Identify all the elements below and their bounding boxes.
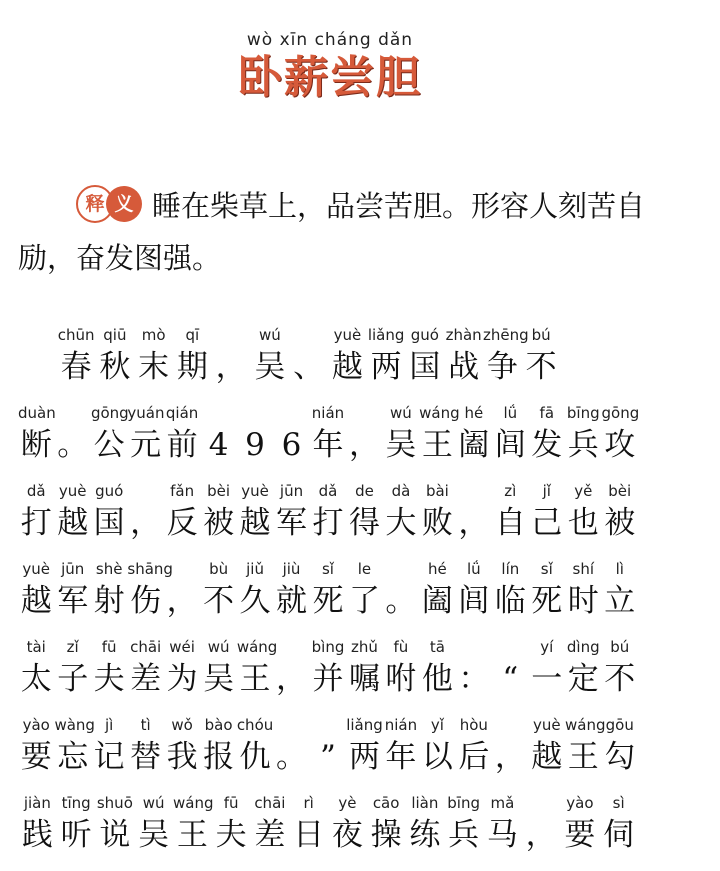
hanzi-char: 王 — [421, 427, 453, 463]
hanzi-char: 被 — [203, 505, 235, 541]
hanzi-char: 不 — [203, 583, 235, 619]
hanzi-char: 断 — [20, 427, 52, 463]
hanzi-row — [18, 501, 638, 545]
pinyin-row — [18, 481, 638, 501]
pinyin-syllable: lǘ — [467, 560, 481, 578]
hanzi-char: 4 — [208, 427, 229, 463]
pinyin-syllable: bīng — [447, 794, 480, 812]
hanzi-char: 定 — [567, 661, 599, 697]
pinyin-syllable: fǎn — [170, 482, 195, 500]
hanzi-char: 阖 — [458, 427, 490, 463]
hanzi-char: 并 — [312, 661, 344, 697]
pinyin-syllable: bèi — [608, 482, 632, 500]
pinyin-syllable: hé — [464, 404, 484, 422]
pinyin-syllable: jūn — [61, 560, 85, 578]
hanzi-row — [18, 345, 638, 389]
hanzi-char: 后 — [458, 739, 490, 775]
pinyin-syllable — [200, 403, 236, 423]
hanzi-char: 败 — [421, 505, 453, 541]
hanzi-char: 他 — [421, 661, 453, 697]
pinyin-syllable: fū — [101, 638, 117, 656]
pinyin-syllable — [212, 325, 251, 345]
badge-shi-icon: 释 — [76, 185, 114, 223]
pinyin-syllable — [273, 715, 309, 735]
pinyin-syllable: bèi — [207, 482, 231, 500]
pinyin-syllable: shè — [95, 560, 123, 578]
hanzi-char: 末 — [138, 349, 170, 385]
pinyin-row — [18, 637, 638, 657]
pinyin-syllable: bài — [425, 482, 449, 500]
pinyin-syllable: le — [357, 560, 372, 578]
hanzi-char: 也 — [567, 505, 599, 541]
hanzi-char: 死 — [531, 583, 563, 619]
pinyin-syllable: bìng — [311, 638, 345, 656]
pinyin-syllable: zǐ — [66, 638, 79, 656]
hanzi-char: 打 — [312, 505, 344, 541]
hanzi-char: 仇 — [239, 739, 271, 775]
pinyin-syllable: fā — [539, 404, 555, 422]
pinyin-syllable — [522, 793, 561, 813]
hanzi-char: “ — [502, 661, 519, 697]
hanzi-char: 了 — [348, 583, 380, 619]
hanzi-char: 夫 — [93, 661, 125, 697]
hanzi-char: 。 — [385, 583, 417, 619]
hanzi-char: 立 — [604, 583, 636, 619]
hanzi-char: 闾 — [458, 583, 490, 619]
hanzi-char: 前 — [166, 427, 198, 463]
hanzi-char: 。 — [276, 739, 308, 775]
pinyin-syllable: jì — [105, 716, 114, 734]
hanzi-char: 越 — [239, 505, 271, 541]
story-line — [18, 559, 638, 637]
pinyin-syllable: yě — [574, 482, 593, 500]
hanzi-char: ， — [276, 661, 308, 697]
hanzi-row — [18, 657, 638, 701]
pinyin-syllable: mò — [141, 326, 166, 344]
hanzi-char: 说 — [99, 817, 131, 853]
pinyin-syllable: wú — [258, 326, 281, 344]
pinyin-syllable: lín — [501, 560, 520, 578]
pinyin-syllable: chāi — [254, 794, 286, 812]
pinyin-syllable: bīng — [566, 404, 600, 422]
pinyin-syllable: bù — [209, 560, 229, 578]
pinyin-syllable — [492, 637, 528, 657]
pinyin-syllable: qiū — [103, 326, 127, 344]
definition-paragraph — [18, 180, 658, 284]
hanzi-char: 练 — [409, 817, 441, 853]
hanzi-char: 不 — [525, 349, 557, 385]
pinyin-syllable: wáng — [236, 638, 278, 656]
hanzi-char: 6 — [281, 427, 302, 463]
pinyin-syllable: wú — [142, 794, 165, 812]
hanzi-char: 军 — [276, 505, 308, 541]
pinyin-syllable: rì — [303, 794, 314, 812]
pinyin-syllable: tā — [429, 638, 445, 656]
pinyin-syllable: yào — [566, 794, 594, 812]
pinyin-syllable: dǎ — [26, 482, 46, 500]
pinyin-syllable: yǐ — [430, 716, 444, 734]
pinyin-syllable: zì — [504, 482, 517, 500]
pinyin-syllable: wú — [390, 404, 412, 422]
story-text — [18, 325, 638, 871]
pinyin-syllable: jiǔ — [246, 560, 264, 578]
pinyin-syllable: jǐ — [542, 482, 551, 500]
hanzi-char: 越 — [531, 739, 563, 775]
pinyin-syllable: mǎ — [490, 794, 515, 812]
hanzi-char: 要 — [20, 739, 52, 775]
hanzi-char: 春 — [60, 349, 92, 385]
hanzi-char: 年 — [312, 427, 344, 463]
hanzi-row — [18, 813, 638, 857]
hanzi-char: 两 — [370, 349, 402, 385]
hanzi-char: 射 — [93, 583, 125, 619]
hanzi-char: 王 — [176, 817, 208, 853]
pinyin-syllable: wáng — [565, 716, 606, 734]
pinyin-syllable — [273, 637, 309, 657]
pinyin-syllable: tì — [140, 716, 151, 734]
hanzi-char: 己 — [531, 505, 563, 541]
pinyin-syllable — [164, 559, 200, 579]
hanzi-char — [18, 345, 57, 389]
hanzi-char: 攻 — [604, 427, 636, 463]
pinyin-syllable: yuè — [532, 716, 561, 734]
pinyin-syllable: dà — [391, 482, 411, 500]
hanzi-char: 国 — [409, 349, 441, 385]
pinyin-syllable: yuè — [58, 482, 87, 500]
pinyin-syllable — [273, 403, 309, 423]
pinyin-row — [18, 793, 638, 813]
hanzi-char: 太 — [20, 661, 52, 697]
hanzi-char: 大 — [385, 505, 417, 541]
hanzi-char: 两 — [348, 739, 380, 775]
hanzi-char: 一 — [531, 661, 563, 697]
hanzi-char: 秋 — [99, 349, 131, 385]
pinyin-syllable: yuè — [241, 482, 269, 500]
story-line — [18, 793, 638, 871]
hanzi-char: 越 — [331, 349, 363, 385]
pinyin-syllable: lì — [615, 560, 624, 578]
hanzi-char: 差 — [254, 817, 286, 853]
hanzi-char: ， — [525, 817, 557, 853]
title-pinyin: wò xīn cháng dǎn — [246, 30, 414, 50]
pinyin-syllable: qī — [185, 326, 200, 344]
hanzi-char: 反 — [166, 505, 198, 541]
pinyin-syllable: nián — [384, 716, 418, 734]
pinyin-syllable: gōng — [90, 404, 129, 422]
pinyin-syllable: yào — [22, 716, 50, 734]
hanzi-char: 马 — [486, 817, 518, 853]
pinyin-syllable: duàn — [18, 404, 56, 422]
hanzi-char: 子 — [57, 661, 89, 697]
story-line — [18, 637, 638, 715]
hanzi-char: ， — [348, 427, 380, 463]
hanzi-char: 勾 — [604, 739, 636, 775]
pinyin-syllable: tīng — [61, 794, 91, 812]
pinyin-syllable: bào — [204, 716, 233, 734]
hanzi-char: 年 — [385, 739, 417, 775]
pinyin-syllable: hé — [428, 560, 447, 578]
pinyin-syllable: chóu — [236, 716, 274, 734]
hanzi-char: 元 — [130, 427, 162, 463]
hanzi-char: 践 — [21, 817, 53, 853]
hanzi-char: 兵 — [448, 817, 480, 853]
hanzi-char: 听 — [60, 817, 92, 853]
pinyin-syllable: yuè — [22, 560, 51, 578]
hanzi-char: 9 — [245, 427, 265, 463]
pinyin-syllable: zhǔ — [351, 638, 378, 656]
pinyin-syllable: yuè — [333, 326, 362, 344]
hanzi-char: 死 — [312, 583, 344, 619]
hanzi-char: 越 — [20, 583, 52, 619]
pinyin-syllable: gōu — [605, 716, 634, 734]
hanzi-char: 我 — [166, 739, 198, 775]
pinyin-syllable: bú — [531, 326, 551, 344]
pinyin-syllable — [310, 715, 346, 735]
pinyin-syllable — [18, 325, 57, 345]
pinyin-syllable — [54, 403, 90, 423]
hanzi-char: 咐 — [385, 661, 417, 697]
pinyin-syllable: liǎng — [346, 716, 383, 734]
pinyin-syllable — [237, 403, 273, 423]
pinyin-syllable — [346, 403, 382, 423]
pinyin-syllable: jiàn — [23, 794, 51, 812]
pinyin-syllable: shāng — [127, 560, 173, 578]
pinyin-syllable — [492, 715, 528, 735]
pinyin-syllable — [383, 559, 419, 579]
hanzi-char: 王 — [239, 661, 271, 697]
pinyin-syllable — [127, 481, 163, 501]
pinyin-syllable: yè — [338, 794, 357, 812]
pinyin-syllable: wéi — [169, 638, 195, 656]
hanzi-char: 忘 — [57, 739, 89, 775]
pinyin-syllable: lǘ — [503, 404, 518, 422]
pinyin-syllable: qián — [165, 404, 199, 422]
pinyin-syllable: sì — [612, 794, 625, 812]
hanzi-char: 闾 — [494, 427, 526, 463]
pinyin-syllable: fù — [393, 638, 409, 656]
pinyin-syllable: wáng — [419, 404, 460, 422]
pinyin-syllable: dìng — [566, 638, 600, 656]
pinyin-syllable: sǐ — [321, 560, 334, 578]
pinyin-syllable: zhàn — [445, 326, 482, 344]
hanzi-char: 发 — [531, 427, 563, 463]
hanzi-row — [18, 579, 638, 623]
pinyin-syllable: guó — [410, 326, 439, 344]
hanzi-char: 吴 — [138, 817, 170, 853]
pinyin-syllable: jiù — [282, 560, 301, 578]
hanzi-char: 夫 — [215, 817, 247, 853]
pinyin-syllable — [289, 325, 328, 345]
pinyin-syllable: guó — [95, 482, 124, 500]
pinyin-syllable — [456, 481, 492, 501]
pinyin-syllable: shuō — [96, 794, 133, 812]
hanzi-row — [18, 423, 638, 467]
hanzi-char: 吴 — [385, 427, 417, 463]
pinyin-row — [18, 715, 638, 735]
hanzi-char: ， — [130, 505, 162, 541]
pinyin-row — [18, 325, 638, 345]
pinyin-syllable: chūn — [57, 326, 95, 344]
pinyin-syllable: gōng — [601, 404, 640, 422]
pinyin-syllable: wú — [207, 638, 230, 656]
hanzi-char: 以 — [421, 739, 453, 775]
pinyin-syllable: chāi — [130, 638, 162, 656]
hanzi-char: 。 — [57, 427, 89, 463]
hanzi-char: 要 — [564, 817, 596, 853]
hanzi-char: 不 — [604, 661, 636, 697]
pinyin-syllable: yuán — [127, 404, 165, 422]
hanzi-char: 王 — [567, 739, 599, 775]
hanzi-char: ， — [458, 505, 490, 541]
pinyin-syllable: hòu — [459, 716, 488, 734]
hanzi-char: 兵 — [567, 427, 599, 463]
pinyin-syllable: dǎ — [318, 482, 338, 500]
hanzi-char: 争 — [486, 349, 518, 385]
pinyin-syllable: liǎng — [367, 326, 405, 344]
hanzi-char: 日 — [293, 817, 325, 853]
pinyin-syllable: yí — [540, 638, 554, 656]
pinyin-syllable: cāo — [372, 794, 400, 812]
pinyin-row — [18, 403, 638, 423]
hanzi-char: 嘱 — [348, 661, 380, 697]
hanzi-char: 伺 — [603, 817, 635, 853]
hanzi-char: ” — [320, 739, 336, 775]
hanzi-row — [18, 735, 638, 779]
story-line — [18, 481, 638, 559]
pinyin-syllable: de — [355, 482, 374, 500]
hanzi-char: 临 — [494, 583, 526, 619]
hanzi-char: 公 — [93, 427, 125, 463]
hanzi-char: 替 — [130, 739, 162, 775]
pinyin-syllable: jūn — [279, 482, 304, 500]
hanzi-char: ， — [215, 349, 247, 385]
hanzi-char: 战 — [448, 349, 480, 385]
hanzi-char: 差 — [130, 661, 162, 697]
hanzi-char: 就 — [276, 583, 308, 619]
pinyin-syllable: nián — [311, 404, 345, 422]
hanzi-char: 为 — [166, 661, 198, 697]
page-title: 卧薪尝胆 — [238, 52, 422, 103]
pinyin-row — [18, 559, 638, 579]
pinyin-syllable: tài — [26, 638, 46, 656]
hanzi-char: 时 — [567, 583, 599, 619]
pinyin-syllable: wàng — [54, 716, 95, 734]
story-line — [18, 715, 638, 793]
hanzi-char: 得 — [348, 505, 380, 541]
story-line — [18, 403, 638, 481]
hanzi-char: 期 — [176, 349, 208, 385]
definition-text: 睡在柴草上，品尝苦胆。形容人刻苦自励，奋发图强。 — [18, 189, 646, 275]
hanzi-char: 伤 — [130, 583, 162, 619]
hanzi-char: 久 — [239, 583, 271, 619]
hanzi-char: 报 — [203, 739, 235, 775]
pinyin-syllable: bú — [610, 638, 630, 656]
pinyin-syllable — [456, 637, 492, 657]
hanzi-char: 越 — [57, 505, 89, 541]
hanzi-char: 记 — [93, 739, 125, 775]
pinyin-syllable: fū — [223, 794, 239, 812]
story-line — [18, 325, 638, 403]
hanzi-char: 吴 — [203, 661, 235, 697]
hanzi-char: 国 — [93, 505, 125, 541]
pinyin-syllable: liàn — [411, 794, 439, 812]
hanzi-char: 夜 — [331, 817, 363, 853]
pinyin-syllable: wáng — [173, 794, 214, 812]
hanzi-char: ， — [494, 739, 526, 775]
definition-badge — [76, 185, 142, 223]
hanzi-char: ， — [166, 583, 198, 619]
hanzi-char: 、 — [293, 349, 325, 385]
hanzi-char: 打 — [20, 505, 52, 541]
title-block — [200, 30, 460, 104]
hanzi-char: 吴 — [254, 349, 286, 385]
badge-yi-icon: 义 — [106, 186, 142, 222]
hanzi-char: ： — [458, 661, 490, 697]
hanzi-char: 军 — [57, 583, 89, 619]
pinyin-syllable: sǐ — [540, 560, 553, 578]
pinyin-syllable: zhēng — [483, 326, 529, 344]
hanzi-char: 操 — [370, 817, 402, 853]
pinyin-syllable: wǒ — [171, 716, 193, 734]
hanzi-char: 阖 — [421, 583, 453, 619]
pinyin-syllable: shí — [572, 560, 595, 578]
hanzi-char: 自 — [494, 505, 526, 541]
hanzi-char: 被 — [604, 505, 636, 541]
